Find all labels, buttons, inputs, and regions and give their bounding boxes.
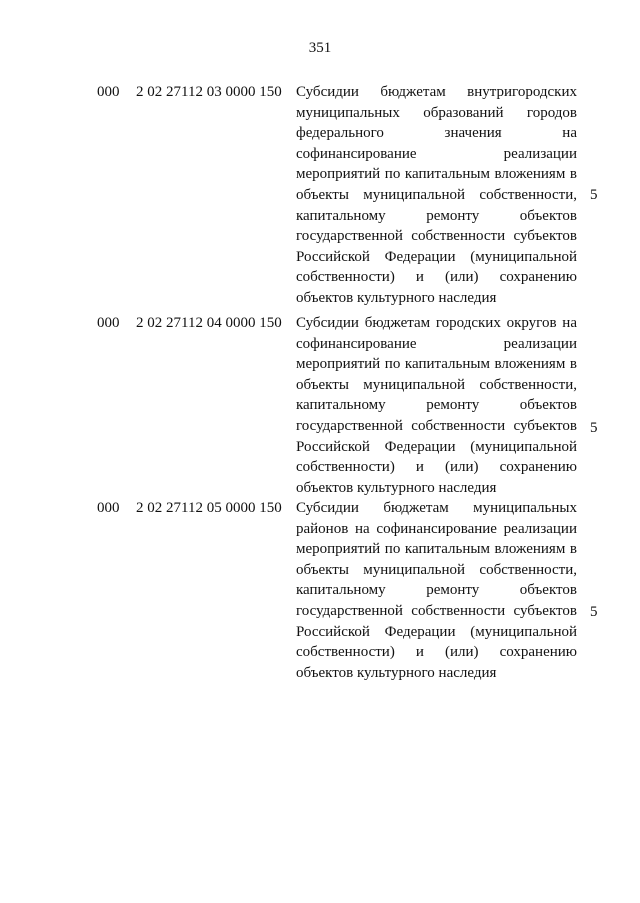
amount-value: 5 — [590, 604, 598, 620]
budget-classification-code: 2 02 27112 04 0000 150 — [136, 315, 282, 331]
admin-code: 000 — [97, 315, 120, 331]
admin-code: 000 — [97, 84, 120, 100]
income-description: Субсидии бюджетам муниципальных районов на софинансирование реализации мероприятий по капитальным вложениям в объекты муниципальной собственности, капитальному ремонту объектов государственной собственности субъектов Российской Федерации (муниципальной собственности) и (или) сохранению объектов культурного наследия — [296, 500, 577, 681]
income-description: Субсидии бюджетам внутригородских муниципальных образований городов федерального значения на софинансирование реализации мероприятий по капитальным вложениям в объекты муниципальной собственности, капитальному ремонту объектов государственной собственности субъектов Российской Федерации (муниципальной собственности) и (или) сохранению объектов культурного наследия — [296, 84, 577, 306]
income-description: Субсидии бюджетам городских округов на софинансирование реализации мероприятий по капитальным вложениям в объекты муниципальной собственности, капитальному ремонту объектов государственной собственности субъектов Российской Федерации (муниципальной собственности) и (или) сохранению объектов культурного наследия — [296, 315, 577, 496]
admin-code: 000 — [97, 500, 120, 516]
amount-value: 5 — [590, 420, 598, 436]
budget-classification-code: 2 02 27112 05 0000 150 — [136, 500, 282, 516]
budget-classification-code: 2 02 27112 03 0000 150 — [136, 84, 282, 100]
page-number: 351 — [308, 40, 332, 56]
amount-value: 5 — [590, 187, 598, 203]
